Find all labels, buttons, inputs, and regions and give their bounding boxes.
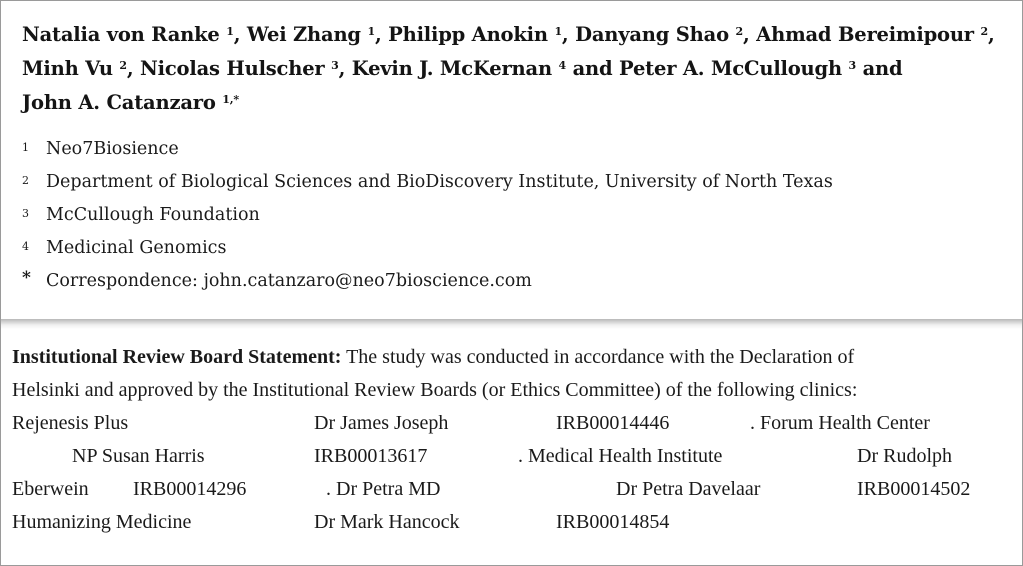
correspondence-item bbox=[22, 268, 1002, 301]
author-name: Danyang Shao bbox=[575, 23, 729, 46]
clinic-doctor: NP Susan Harris bbox=[72, 445, 205, 467]
author-name: Natalia von Ranke bbox=[22, 23, 220, 46]
affiliation-superscript: 3 bbox=[331, 59, 339, 72]
affiliation-superscript: 1 bbox=[226, 25, 234, 38]
affiliation-mark: 4 bbox=[22, 240, 29, 253]
clinic-name: Rejenesis Plus bbox=[12, 412, 129, 434]
irb-number: IRB00014446 bbox=[556, 412, 670, 434]
clinic-doctor: Eberwein bbox=[12, 478, 89, 500]
irb-panel bbox=[1, 319, 1022, 565]
irb-number: IRB00014502 bbox=[857, 478, 971, 500]
clinic-doctor: Dr Rudolph bbox=[857, 445, 952, 467]
clinic-name: Humanizing Medicine bbox=[12, 511, 192, 533]
clinic-name: . Forum Health Center bbox=[750, 412, 930, 434]
clinic-doctor: Dr James Joseph bbox=[314, 412, 449, 434]
irb-line bbox=[12, 440, 1012, 473]
affiliation-text: Department of Biological Sciences and BioDiscovery Institute, University of North Texas bbox=[46, 172, 833, 192]
affiliation-text: Medicinal Genomics bbox=[46, 238, 227, 258]
affiliation-item bbox=[22, 202, 1002, 235]
affiliation-superscript: 1 bbox=[367, 25, 375, 38]
irb-statement bbox=[12, 341, 1012, 539]
author-list: Natalia von Ranke $^1$, Wei Zhang $^1$, Philipp Anokin $^1$, Danyang Shao $^2$, Ahmad Bereimipour $^2$, Minh Vu $^2$, Nicolas Hulscher $^3$, Kevin J. McKernan $^4$ and Peter A. McCullough $^3$ and John A. Catanzaro $^{1,*}$ bbox=[22, 23, 995, 114]
author-name: Nicolas Hulscher bbox=[140, 57, 325, 80]
irb-line bbox=[12, 506, 1012, 539]
affiliation-mark: 1 bbox=[22, 141, 29, 154]
correspondence-text: Correspondence: john.catanzaro@neo7bioscience.com bbox=[46, 271, 532, 291]
author-connector: and bbox=[862, 57, 903, 80]
irb-line bbox=[12, 341, 1012, 374]
affiliation-superscript: 1 bbox=[554, 25, 562, 38]
clinic-name: . Dr Petra MD bbox=[326, 478, 441, 500]
irb-text: Helsinki and approved by the Institutional Review Boards (or Ethics Committee) of the following clinics: bbox=[12, 379, 858, 401]
author-name: Ahmad Bereimipour bbox=[756, 23, 974, 46]
author-connector: and bbox=[572, 57, 613, 80]
clinic-doctor: Dr Mark Hancock bbox=[314, 511, 460, 533]
affiliation-list bbox=[22, 136, 1002, 301]
section-divider-shadow bbox=[1, 319, 1022, 329]
author-name: Philipp Anokin bbox=[388, 23, 548, 46]
author-name: Peter A. McCullough bbox=[619, 57, 842, 80]
affiliation-superscript: 2 bbox=[980, 25, 988, 38]
author-name: Kevin J. McKernan bbox=[351, 57, 552, 80]
irb-line bbox=[12, 473, 1012, 506]
affiliation-text: McCullough Foundation bbox=[46, 205, 260, 225]
author-name: Minh Vu bbox=[22, 57, 113, 80]
affiliation-mark: 3 bbox=[22, 207, 29, 220]
irb-line bbox=[12, 407, 1012, 440]
irb-number: IRB00014854 bbox=[556, 511, 670, 533]
author-name: Wei Zhang bbox=[246, 23, 361, 46]
clinic-doctor: Dr Petra Davelaar bbox=[616, 478, 761, 500]
affiliation-superscript: 2 bbox=[119, 59, 127, 72]
affiliation-text: Neo7Biosience bbox=[46, 139, 179, 159]
clinic-name: . Medical Health Institute bbox=[518, 445, 723, 467]
affiliation-superscript: 3 bbox=[848, 59, 856, 72]
correspondence-mark: * bbox=[22, 268, 31, 288]
affiliation-item bbox=[22, 235, 1002, 268]
irb-heading: Institutional Review Board Statement: bbox=[12, 346, 342, 368]
affiliation-superscript: 4 bbox=[558, 59, 566, 72]
affiliation-item bbox=[22, 169, 1002, 202]
irb-line bbox=[12, 374, 1012, 407]
irb-number: IRB00013617 bbox=[314, 445, 428, 467]
affiliation-item bbox=[22, 136, 1002, 169]
affiliation-superscript: 1,* bbox=[222, 93, 239, 106]
affiliation-superscript: 2 bbox=[735, 25, 743, 38]
author-name: John A. Catanzaro bbox=[22, 91, 216, 114]
author-panel bbox=[1, 1, 1022, 319]
irb-number: IRB00014296 bbox=[133, 478, 247, 500]
affiliation-mark: 2 bbox=[22, 174, 29, 187]
irb-text: The study was conducted in accordance with the Declaration of bbox=[341, 346, 855, 368]
